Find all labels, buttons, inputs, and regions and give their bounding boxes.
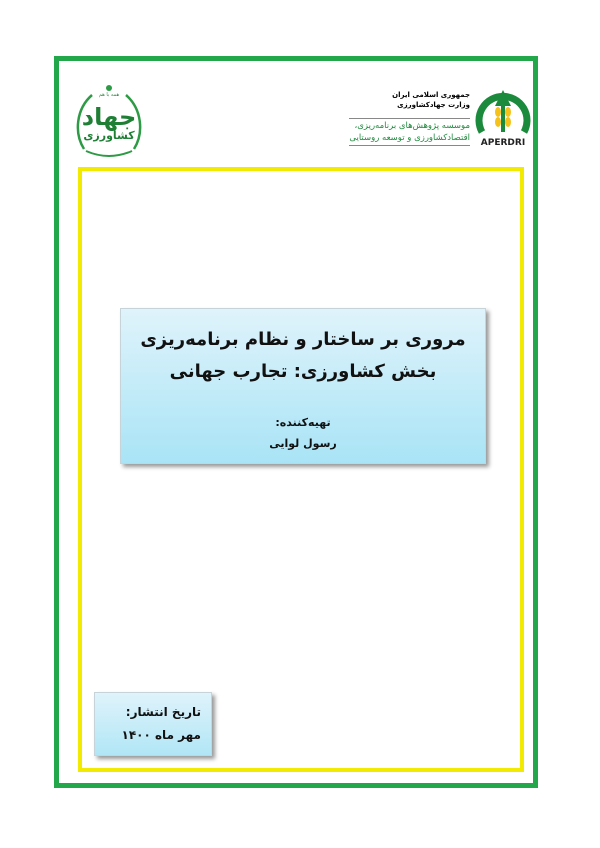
jihad-keshavarzi-logo [72, 83, 146, 161]
title-line1: مروری بر ساختار و نظام برنامه‌ریزی [140, 329, 466, 350]
publication-date-box [94, 692, 212, 756]
wheat-emblem-icon [474, 84, 532, 140]
institute-line2: اقتصادکشاورزی و توسعه روستایی [349, 133, 470, 143]
title-box [120, 308, 486, 464]
author-name: رسول لوایی [269, 437, 337, 450]
inner-yellow-border [78, 167, 524, 772]
logo-slogan: همه با هم [98, 92, 120, 98]
logo-name: جهاد [81, 103, 137, 131]
publication-date-label: تاریخ انتشار: [125, 705, 201, 719]
title-line2: بخش کشاورزی: تجارب جهانی [169, 361, 437, 382]
author-label: تهیه‌کننده: [275, 416, 331, 429]
institute-name [349, 118, 470, 146]
aperdri-label: APERDRI [480, 138, 526, 148]
logo-subname: کشاورزی [83, 129, 135, 142]
institute-header [290, 90, 470, 146]
institute-line1: موسسه پژوهش‌های برنامه‌ریزی، [354, 121, 470, 131]
aperdri-logo [474, 84, 532, 150]
publication-date-value: مهر ماه ۱۴۰۰ [121, 728, 201, 742]
government-line1: جمهوری اسلامی ایران [392, 91, 470, 99]
government-line2: وزارت جهادکشاورزی [397, 101, 470, 109]
